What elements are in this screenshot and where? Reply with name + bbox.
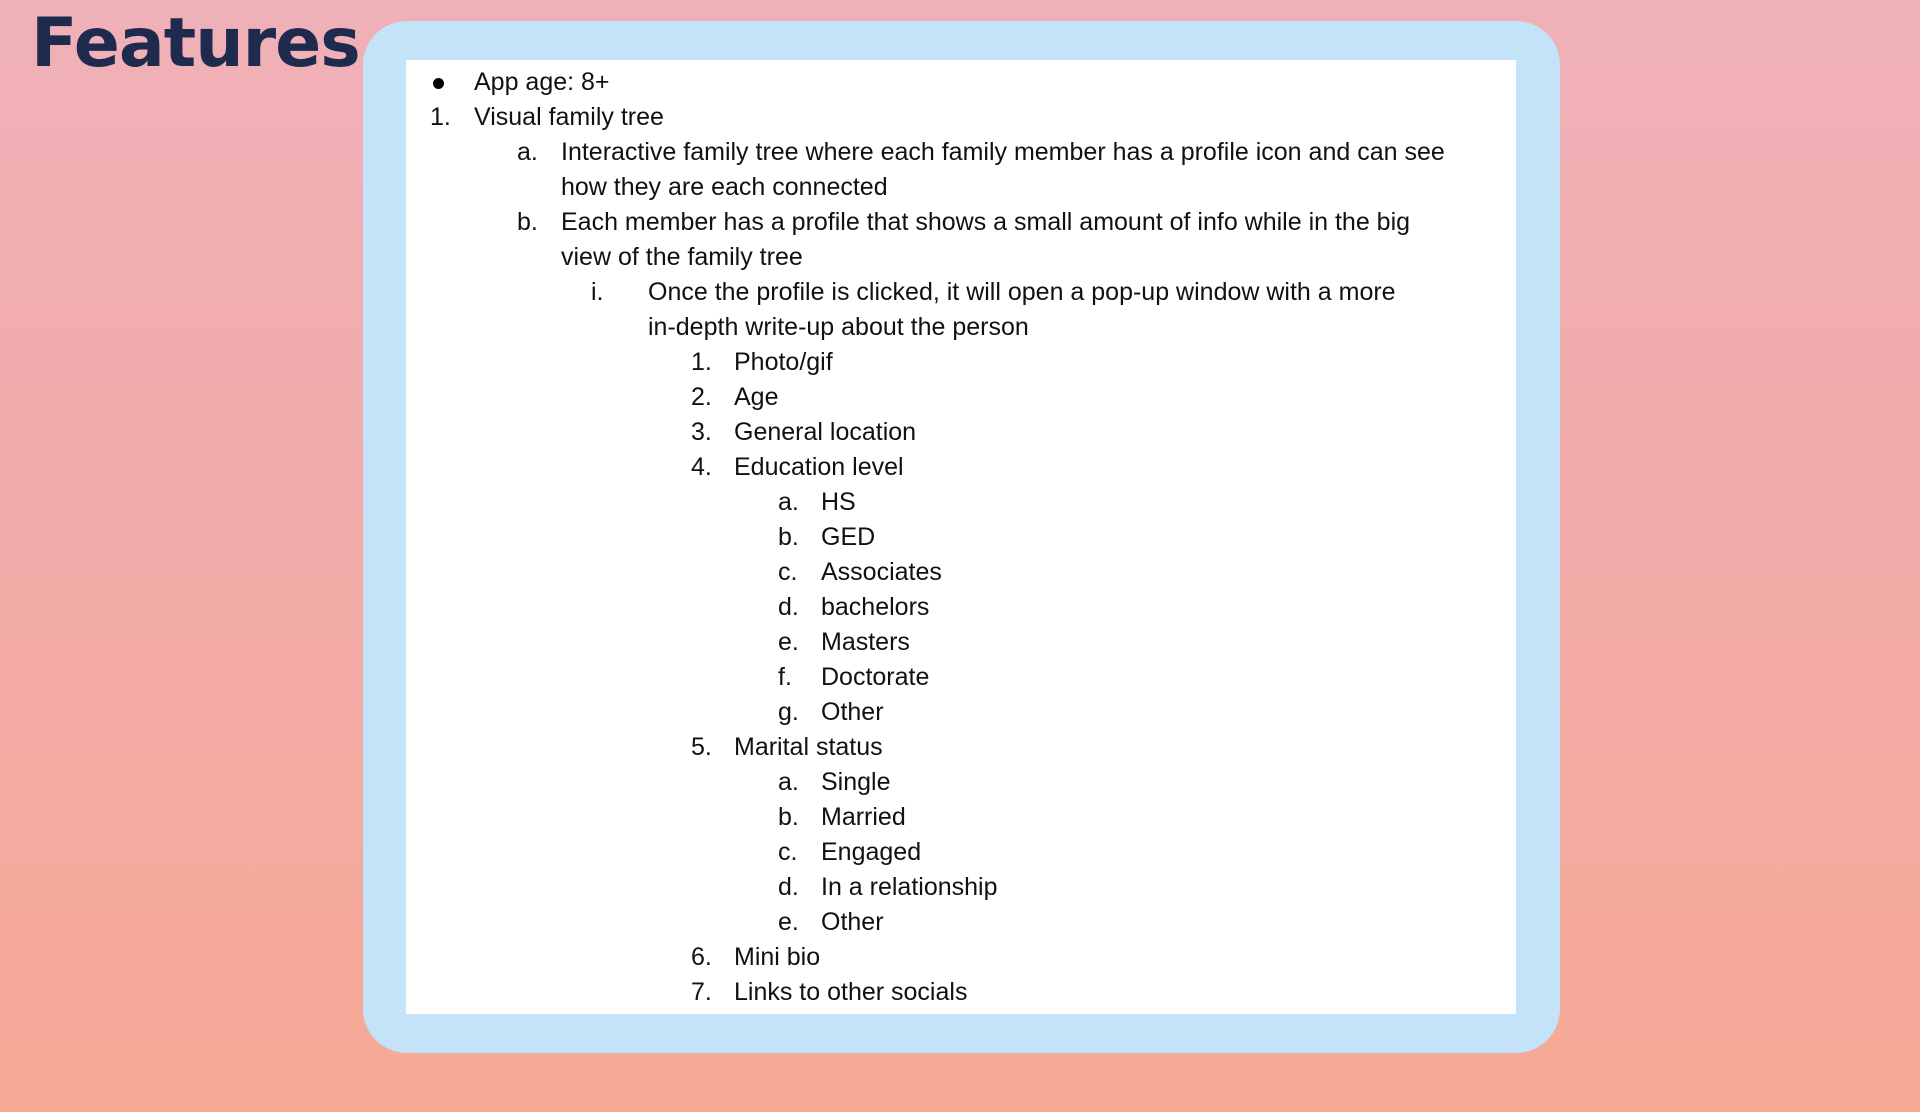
- list-item-text: In a relationship: [821, 873, 998, 901]
- list-item-text: Links to other socials: [734, 978, 968, 1006]
- list-marker: 7.: [691, 978, 712, 1006]
- list-marker: d.: [778, 873, 799, 901]
- list-item-text: Interactive family tree where each family member has a profile icon and can see: [561, 138, 1445, 166]
- list-marker: 1.: [430, 103, 451, 131]
- list-marker: a.: [517, 138, 538, 166]
- list-marker: a.: [778, 488, 799, 516]
- list-item-text: bachelors: [821, 593, 930, 621]
- list-marker: i.: [591, 278, 604, 306]
- list-item-text: Associates: [821, 558, 942, 586]
- list-item-text: in-depth write-up about the person: [648, 313, 1029, 341]
- slide-title: Features: [31, 4, 360, 83]
- list-marker: d.: [778, 593, 799, 621]
- list-marker: 4.: [691, 453, 712, 481]
- list-marker: e.: [778, 908, 799, 936]
- list-marker: g.: [778, 698, 799, 726]
- list-marker: 5.: [691, 733, 712, 761]
- list-marker: e.: [778, 628, 799, 656]
- list-item-text: Age: [734, 383, 779, 411]
- list-item-text: Mini bio: [734, 943, 821, 971]
- list-marker: b.: [778, 523, 799, 551]
- list-item-text: GED: [821, 523, 876, 551]
- list-item-text: Other: [821, 908, 884, 936]
- list-item-text: how they are each connected: [561, 173, 888, 201]
- list-marker: c.: [778, 558, 798, 586]
- list-item-text: Once the profile is clicked, it will open a pop-up window with a more: [648, 278, 1396, 306]
- list-item-text: view of the family tree: [561, 243, 803, 271]
- list-marker: a.: [778, 768, 799, 796]
- list-item-text: Marital status: [734, 733, 883, 761]
- list-item-text: Visual family tree: [474, 103, 664, 131]
- list-item-text: HS: [821, 488, 856, 516]
- list-marker: 6.: [691, 943, 712, 971]
- list-item-text: App age: 8+: [474, 68, 610, 96]
- list-marker: b.: [778, 803, 799, 831]
- list-item-text: Photo/gif: [734, 348, 833, 376]
- list-marker: c.: [778, 838, 798, 866]
- list-marker: 2.: [691, 383, 712, 411]
- list-item-text: Single: [821, 768, 891, 796]
- list-item-text: Other: [821, 698, 884, 726]
- list-item-text: Masters: [821, 628, 910, 656]
- list-marker: 1.: [691, 348, 712, 376]
- list-marker: 3.: [691, 418, 712, 446]
- list-item-text: Doctorate: [821, 663, 930, 691]
- list-item-text: Education level: [734, 453, 904, 481]
- bullet-icon: [433, 78, 444, 89]
- list-item-text: Engaged: [821, 838, 922, 866]
- list-marker: b.: [517, 208, 538, 236]
- list-item-text: General location: [734, 418, 917, 446]
- document-page: [406, 60, 1516, 1014]
- list-item-text: Married: [821, 803, 906, 831]
- list-marker: f.: [778, 663, 792, 691]
- list-item-text: Each member has a profile that shows a small amount of info while in the big: [561, 208, 1411, 236]
